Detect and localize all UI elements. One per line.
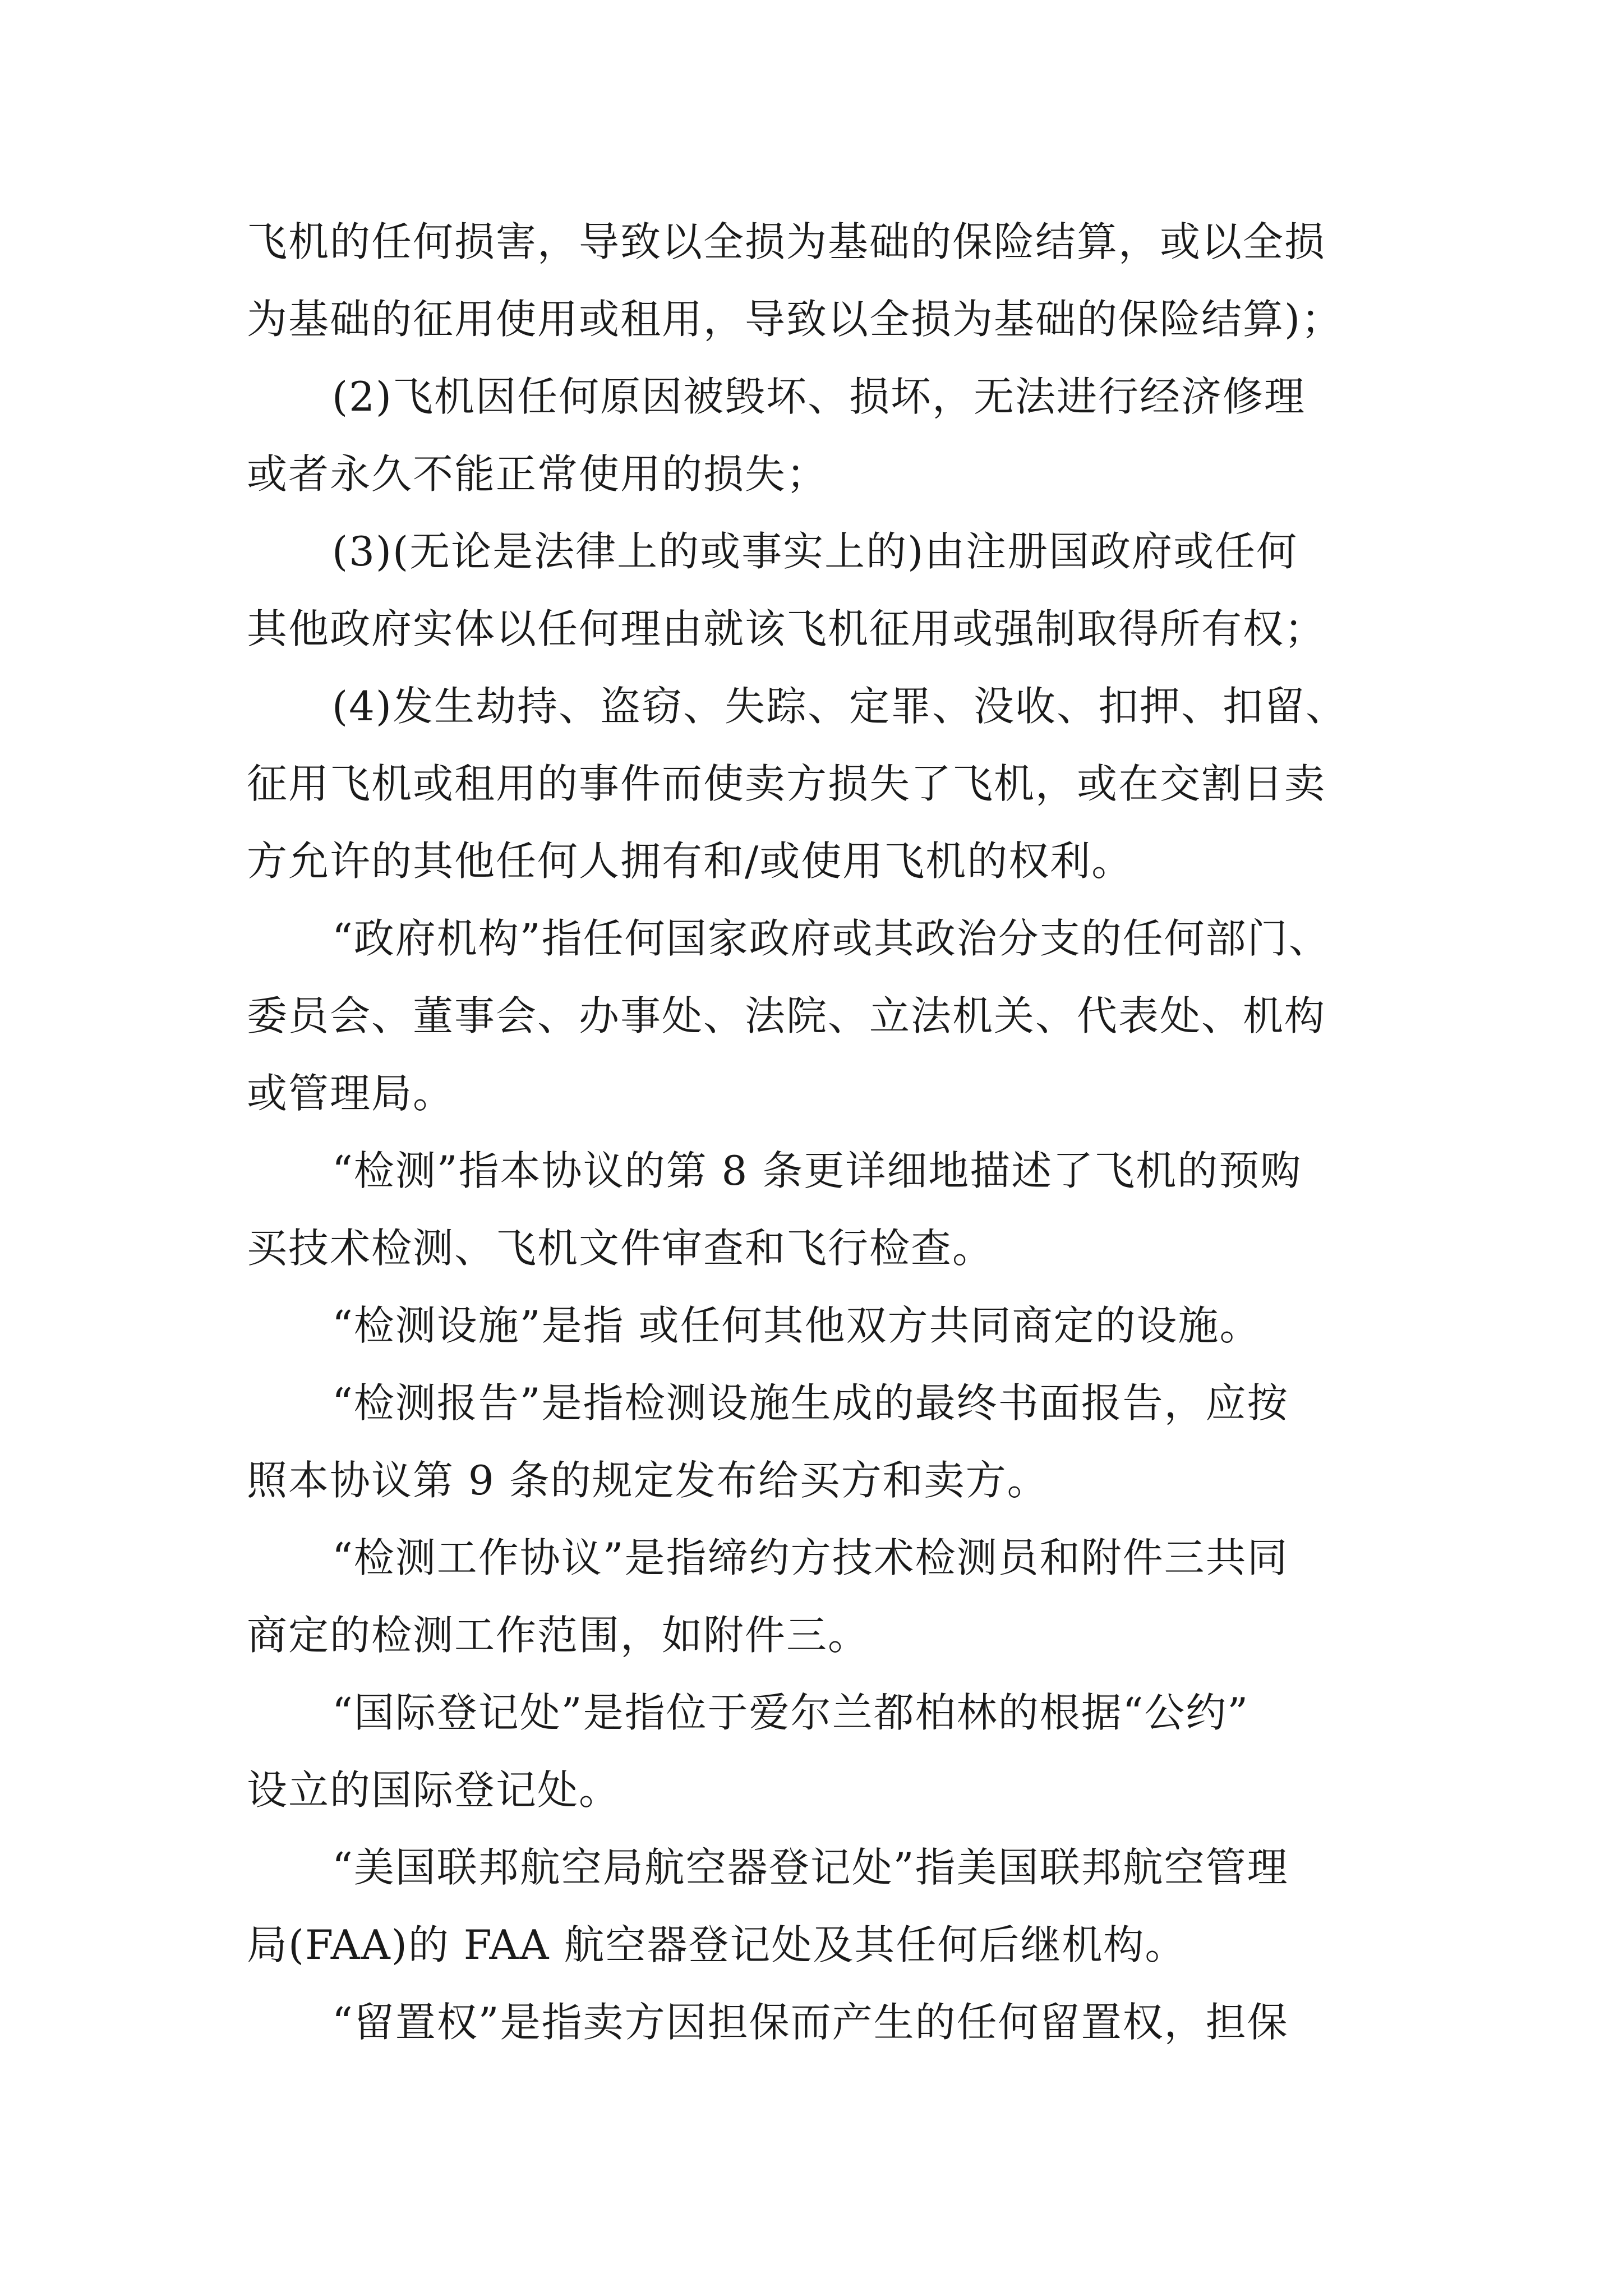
text-line: 征用飞机或租用的事件而使卖方损失了飞机，或在交割日卖	[247, 760, 1326, 807]
text-line: 或者永久不能正常使用的损失；	[247, 450, 828, 498]
text-line: “检测报告”是指检测设施生成的最终书面报告，应按	[332, 1379, 1289, 1427]
text-line: “检测设施”是指 或任何其他双方共同商定的设施。	[332, 1302, 1261, 1349]
text-line: 设立的国际登记处。	[247, 1766, 621, 1814]
text-line: (2)飞机因任何原因被毁坏、损坏，无法进行经济修理	[332, 373, 1306, 420]
text-line: 买技术检测、飞机文件审查和飞行检查。	[247, 1225, 994, 1272]
text-line: 照本协议第 9 条的规定发布给买方和卖方。	[247, 1457, 1049, 1504]
text-line: 局(FAA)的 FAA 航空器登记处及其任何后继机构。	[247, 1921, 1187, 1968]
text-line: “留置权”是指卖方因担保而产生的任何留置权，担保	[332, 1999, 1289, 2046]
text-line: “政府机构”指任何国家政府或其政治分支的任何部门、	[332, 915, 1330, 962]
text-line: “美国联邦航空局航空器登记处”指美国联邦航空管理	[332, 1844, 1289, 1891]
text-line: 方允许的其他任何人拥有和/或使用飞机的权利。	[247, 838, 1133, 885]
text-line: 为基础的征用使用或租用，导致以全损为基础的保险结算)；	[247, 296, 1343, 343]
text-line: 飞机的任何损害，导致以全损为基础的保险结算，或以全损	[247, 218, 1326, 265]
body-text	[247, 203, 1391, 2061]
text-line: “检测工作协议”是指缔约方技术检测员和附件三共同	[332, 1534, 1289, 1581]
text-line: (4)发生劫持、盗窃、失踪、定罪、没收、扣押、扣留、	[332, 683, 1347, 730]
text-line: “国际登记处”是指位于爱尔兰都柏林的根据“公约”	[332, 1689, 1249, 1736]
text-line: 委员会、董事会、办事处、法院、立法机关、代表处、机构	[247, 992, 1326, 1039]
text-line: 或管理局。	[247, 1070, 455, 1117]
text-line: (3)(无论是法律上的或事实上的)由注册国政府或任何	[332, 528, 1298, 575]
text-line: 其他政府实体以任何理由就该飞机征用或强制取得所有权；	[247, 605, 1326, 652]
text-line: 商定的检测工作范围，如附件三。	[247, 1612, 870, 1659]
text-line: “检测”指本协议的第 8 条更详细地描述了飞机的预购	[332, 1147, 1302, 1194]
